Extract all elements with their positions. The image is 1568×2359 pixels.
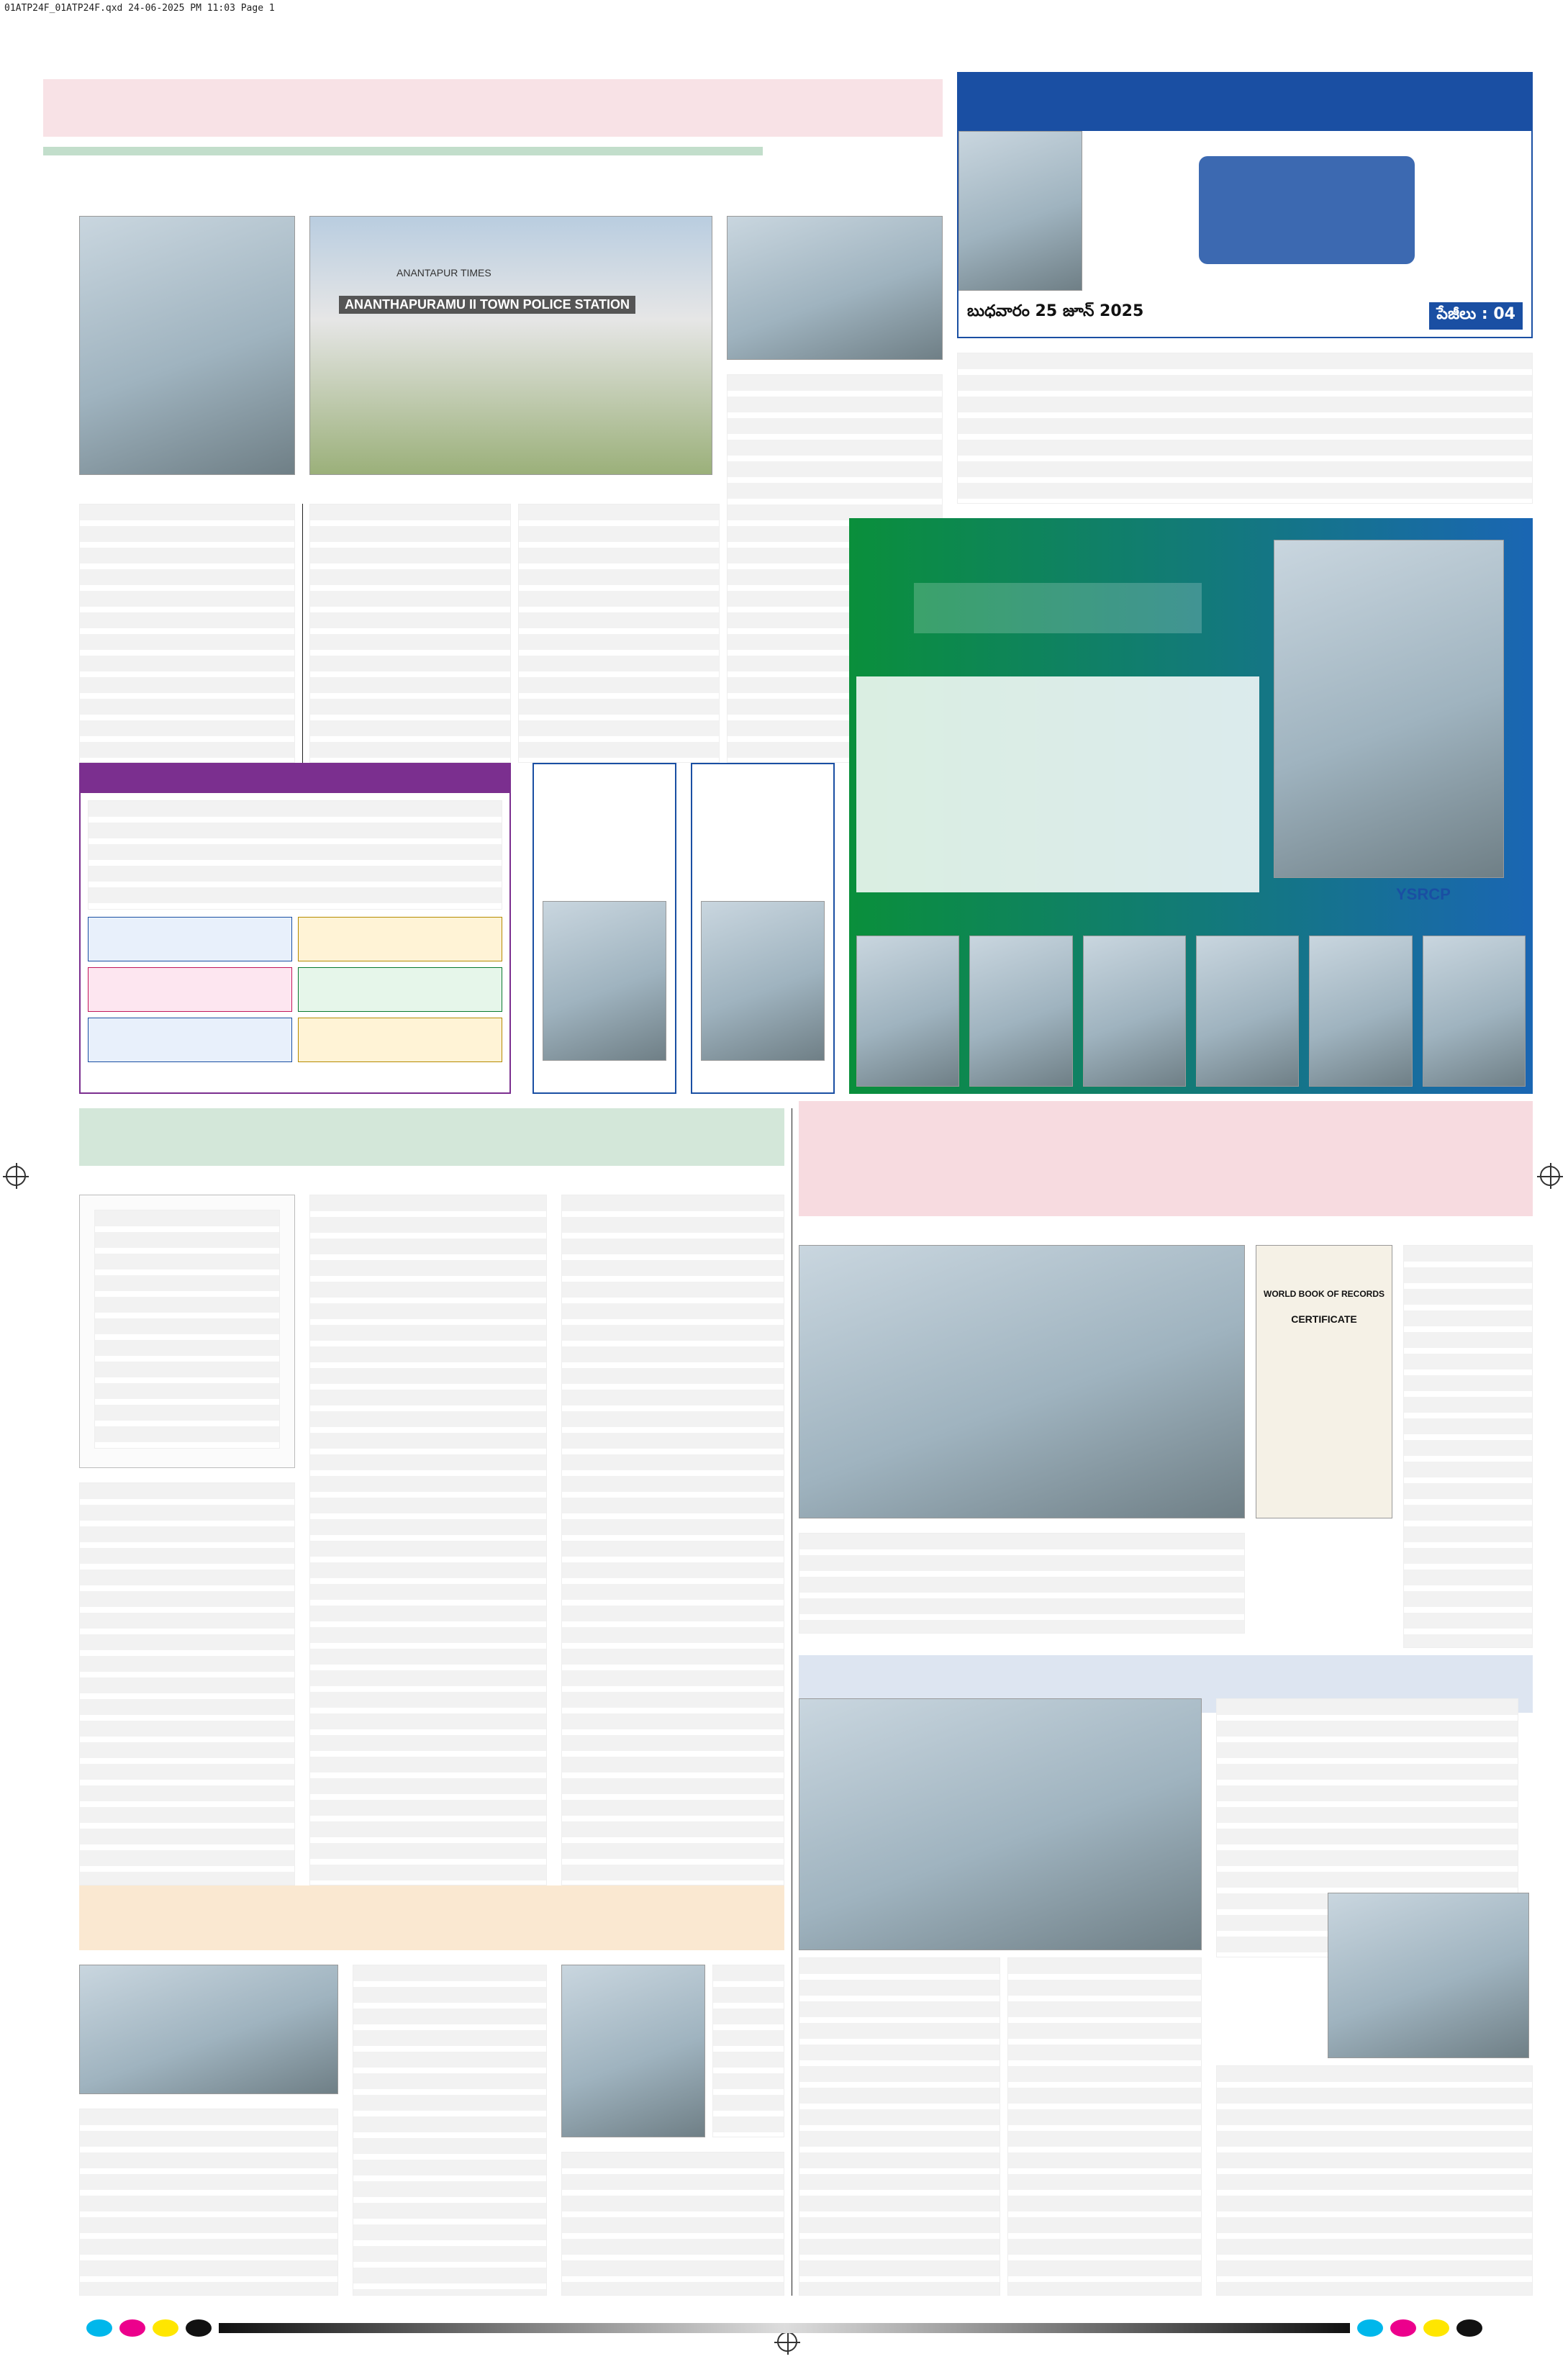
yoga-story-col1 xyxy=(799,1533,1245,1634)
grey-wedge xyxy=(219,2323,1350,2333)
officer-card-4 xyxy=(298,967,502,1012)
registration-mark-left xyxy=(6,1166,26,1186)
lead-story-col3 xyxy=(518,504,720,763)
officer-card-2 xyxy=(298,917,502,961)
photo-officials xyxy=(79,216,295,475)
bank-story-col1 xyxy=(79,2109,338,2296)
masthead-title-band xyxy=(959,73,1531,131)
headline-protect xyxy=(79,1885,784,1950)
masthead-logo xyxy=(1199,156,1415,264)
photo-officer-woman xyxy=(561,1965,705,2137)
column-rule xyxy=(302,504,303,763)
yoga-story-col3 xyxy=(1403,1245,1533,1648)
headline-yoga-record xyxy=(799,1101,1533,1216)
wisher-photo-1 xyxy=(856,936,959,1087)
color-chip-magenta xyxy=(119,2319,145,2337)
notice-image xyxy=(79,1195,295,1468)
photo-bank-branch xyxy=(79,1965,338,2094)
lead-story-col1 xyxy=(79,504,295,763)
station-header-text: ANANTAPUR TIMES xyxy=(396,267,491,279)
kadiri-story-col1 xyxy=(799,1957,1000,2296)
bank-story-col3 xyxy=(561,2152,784,2296)
masthead xyxy=(957,72,1533,338)
anniversary-ad-header xyxy=(81,764,509,793)
lead-story-col2 xyxy=(309,504,511,763)
color-chip-black xyxy=(186,2319,212,2337)
wisher-photo-3 xyxy=(1083,936,1186,1087)
posts-story-col1 xyxy=(79,1482,295,1885)
wisher-photo-2 xyxy=(969,936,1072,1087)
person-2-photo xyxy=(701,901,825,1061)
notice-text xyxy=(94,1210,280,1449)
officer-card-1 xyxy=(88,917,292,961)
birthday-ad-message xyxy=(856,676,1259,892)
posts-story-col2 xyxy=(309,1195,547,1885)
certificate-image xyxy=(1256,1245,1392,1518)
anniversary-ad-person-1 xyxy=(533,763,676,1094)
wisher-photo-5 xyxy=(1309,936,1412,1087)
posts-story-col3 xyxy=(561,1195,784,1885)
color-chip-cyan xyxy=(1357,2319,1383,2337)
lead-headline xyxy=(43,79,943,166)
wisher-photo-4 xyxy=(1196,936,1299,1087)
certificate-title: CERTIFICATE xyxy=(1291,1313,1357,1325)
kadiri-story-col4 xyxy=(1216,2065,1533,2296)
wisher-photo-6 xyxy=(1423,936,1526,1087)
registration-mark-right xyxy=(1540,1166,1560,1186)
masthead-page-count: పేజీలు : 04 xyxy=(1429,302,1523,330)
certificate-org: WORLD BOOK OF RECORDS xyxy=(1264,1289,1385,1299)
kadiri-story-col2 xyxy=(1007,1957,1202,2296)
masthead-photo xyxy=(959,131,1082,291)
color-chip-cyan xyxy=(86,2319,112,2337)
anniversary-ad-points xyxy=(88,800,502,910)
file-slug: 01ATP24F_01ATP24F.qxd 24-06-2025 PM 11:03 Page 1 xyxy=(4,3,275,14)
photo-police-station xyxy=(309,216,712,475)
side-story xyxy=(957,353,1533,504)
photo-award-ceremony xyxy=(799,1245,1245,1518)
person-1-photo xyxy=(543,901,666,1061)
photo-municipal-office xyxy=(799,1698,1202,1950)
color-chip-black xyxy=(1456,2319,1482,2337)
photo-commissioner xyxy=(1328,1893,1529,2058)
masthead-date: బుధవారం 25 జూన్ 2025 xyxy=(967,302,1144,320)
anniversary-ad-person-2 xyxy=(691,763,835,1094)
birthday-ad xyxy=(849,518,1533,1094)
print-color-bar xyxy=(86,2317,1482,2339)
birthday-ad-title xyxy=(914,583,1202,633)
headline-posts xyxy=(79,1108,784,1166)
officer-quote xyxy=(712,1965,784,2137)
station-sign-text: ANANTHAPURAMU II TOWN POLICE STATION xyxy=(339,296,635,314)
anniversary-ad-officials xyxy=(79,763,511,1094)
birthday-ad-party: YSRCP xyxy=(1396,885,1451,903)
color-chip-yellow xyxy=(1423,2319,1449,2337)
officer-card-5 xyxy=(88,1018,292,1062)
color-chip-magenta xyxy=(1390,2319,1416,2337)
birthday-ad-wishers xyxy=(856,936,1526,1087)
officer-card-3 xyxy=(88,967,292,1012)
bank-story-col2 xyxy=(353,1965,547,2296)
birthday-leader-photo xyxy=(1274,540,1504,878)
color-chip-yellow xyxy=(153,2319,178,2337)
photo-community-center xyxy=(727,216,943,360)
officer-card-6 xyxy=(298,1018,502,1062)
